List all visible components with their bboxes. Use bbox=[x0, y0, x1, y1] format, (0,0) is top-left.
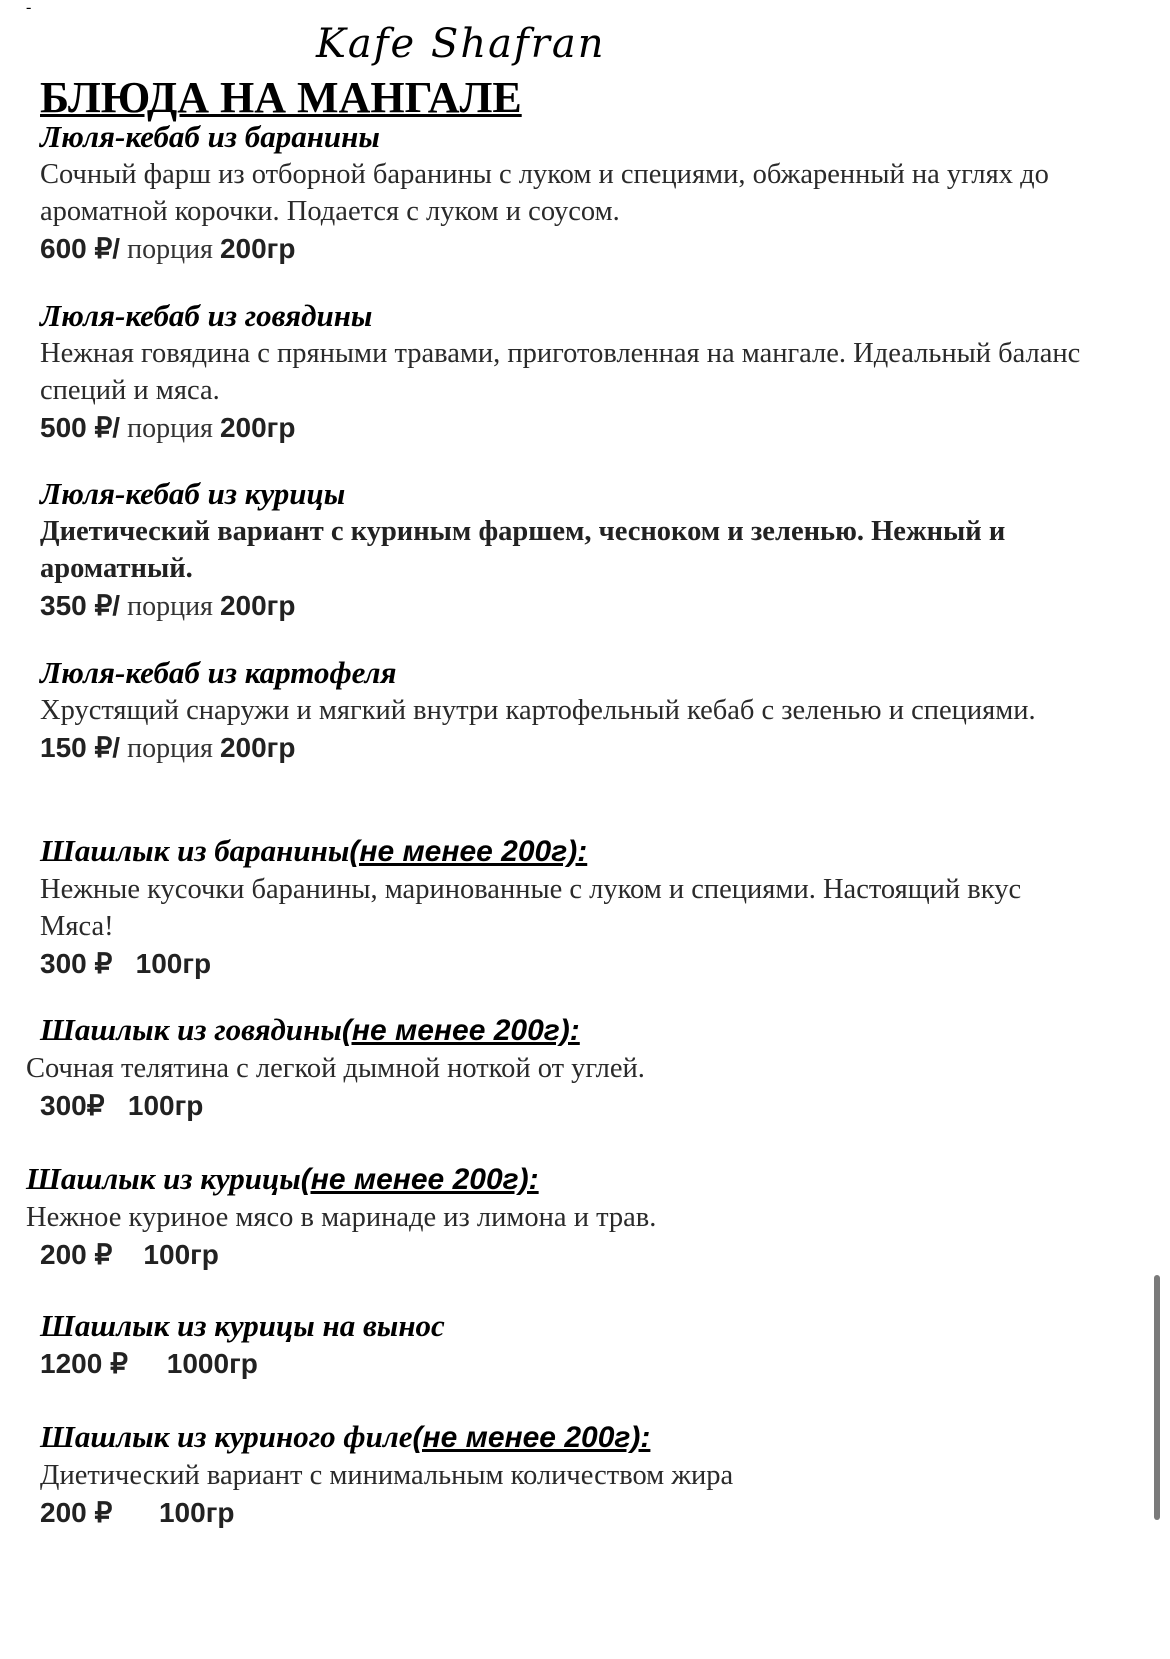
vertical-scrollbar[interactable] bbox=[1154, 1275, 1160, 1520]
menu-item bbox=[40, 1418, 1090, 1532]
item-price: 300₽ 100гр bbox=[40, 1090, 204, 1121]
item-name bbox=[40, 1418, 1090, 1457]
item-name bbox=[26, 1011, 1090, 1050]
price-value: 150 ₽/ bbox=[40, 732, 121, 763]
item-name: Люля-кебаб из картофеля bbox=[40, 655, 397, 690]
price-unit: порция bbox=[120, 733, 220, 764]
item-qualifier: (не менее 200г): bbox=[349, 835, 588, 868]
item-price bbox=[40, 409, 1090, 448]
item-name bbox=[40, 832, 1090, 871]
price-value: 600 ₽/ bbox=[40, 233, 121, 264]
item-price bbox=[40, 230, 1090, 269]
menu-item bbox=[40, 118, 1090, 269]
item-name-text: Шашлык из говядины bbox=[40, 1012, 342, 1047]
price-unit: порция bbox=[120, 591, 220, 622]
item-qualifier: (не менее 200г): bbox=[341, 1014, 580, 1047]
cafe-name: Kafe Shafran bbox=[316, 21, 606, 67]
item-description: Нежное куриное мясо в маринаде из лимона и трав. bbox=[26, 1202, 657, 1233]
item-name-text: Шашлык из куриного филе bbox=[40, 1419, 413, 1454]
item-price: 200 ₽ 100гр bbox=[40, 1239, 219, 1270]
top-marker: - bbox=[26, 0, 32, 16]
price-value: 500 ₽/ bbox=[40, 412, 121, 443]
item-description: Диетический вариант с минимальным количеством жира bbox=[40, 1460, 734, 1491]
item-price: 300 ₽ 100гр bbox=[40, 948, 212, 979]
section-title: БЛЮДА НА МАНГАЛЕ bbox=[40, 73, 522, 122]
item-name bbox=[26, 1160, 1090, 1199]
menu-item bbox=[40, 297, 1090, 448]
item-description: Хрустящий снаружи и мягкий внутри картофельный кебаб с зеленью и специями. bbox=[40, 695, 1036, 726]
item-weight: 200гр bbox=[219, 233, 296, 264]
item-price: 200 ₽ 100гр bbox=[40, 1497, 235, 1528]
item-name: Люля-кебаб из говядины bbox=[40, 298, 373, 333]
item-name: Шашлык из курицы на вынос bbox=[40, 1308, 445, 1343]
item-description: Сочная телятина с легкой дымной ноткой от углей. bbox=[26, 1053, 645, 1084]
price-unit: порция bbox=[120, 413, 220, 444]
menu-item bbox=[40, 654, 1090, 768]
menu-item bbox=[40, 1307, 1090, 1383]
price-unit: порция bbox=[120, 234, 220, 265]
item-name: Люля-кебаб из баранины bbox=[40, 119, 380, 154]
item-name-text: Шашлык из баранины bbox=[40, 833, 350, 868]
item-description: Диетический вариант с куриным фаршем, чесноком и зеленью. Нежный и ароматный. bbox=[40, 516, 1006, 584]
menu-item bbox=[26, 1160, 1090, 1274]
item-price bbox=[40, 729, 1090, 768]
item-price bbox=[40, 587, 1090, 626]
item-name: Люля-кебаб из курицы bbox=[40, 476, 346, 511]
item-description: Сочный фарш из отборной баранины с луком и специями, обжаренный на углях до ароматной корочки. Подается с луком и соусом. bbox=[40, 159, 1049, 227]
item-qualifier: (не менее 200г): bbox=[300, 1163, 539, 1196]
item-weight: 200гр bbox=[219, 412, 296, 443]
menu-item bbox=[26, 1011, 1090, 1125]
item-description: Нежные кусочки баранины, маринованные с луком и специями. Настоящий вкус Мяса! bbox=[40, 874, 1022, 942]
item-weight: 200гр bbox=[219, 590, 296, 621]
price-value: 350 ₽/ bbox=[40, 590, 121, 621]
item-description: Нежная говядина с пряными травами, приготовленная на мангале. Идеальный баланс специй и мяса. bbox=[40, 338, 1081, 406]
item-weight: 200гр bbox=[219, 732, 296, 763]
item-name-text: Шашлык из курицы bbox=[26, 1161, 301, 1196]
item-price: 1200 ₽ 1000гр bbox=[40, 1348, 258, 1379]
item-qualifier: (не менее 200г): bbox=[412, 1421, 651, 1454]
menu-item bbox=[40, 475, 1090, 626]
menu-item bbox=[40, 832, 1090, 983]
